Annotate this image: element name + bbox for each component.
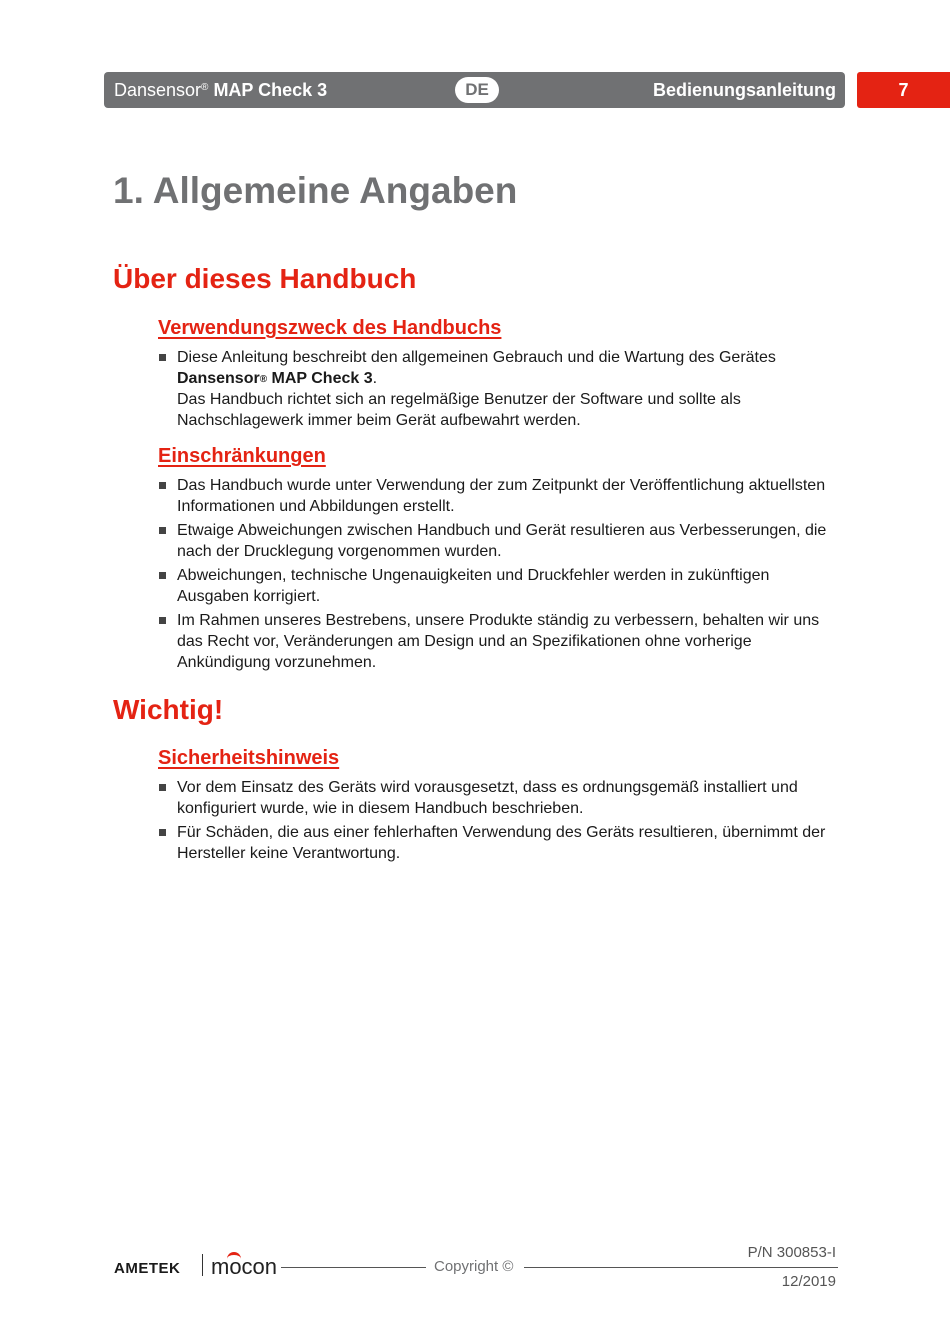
device-brand: Dansensor — [177, 370, 260, 387]
footer-rule-right — [524, 1267, 838, 1268]
bullet-icon — [159, 527, 166, 534]
list-item — [158, 610, 838, 673]
item-text: Für Schäden, die aus einer fehlerhaften Verwendung des Geräts resultieren, übernimmt der Hersteller keine Verantwortung. — [177, 824, 826, 862]
list-verwendungszweck — [158, 347, 838, 434]
list-item — [158, 565, 838, 607]
item-text: Das Handbuch richtet sich an regelmäßige Benutzer der Software und sollte als Nachschlagewerk immer beim Gerät aufbewahrt werden. — [177, 391, 741, 429]
item-text: Etwaige Abweichungen zwischen Handbuch und Gerät resultieren aus Verbesserungen, die nach der Drucklegung vorgenommen wurden. — [177, 522, 827, 560]
list-item — [158, 777, 838, 819]
subsection-title-einschraenkungen: Einschränkungen — [158, 445, 326, 467]
copyright-text: Copyright © — [434, 1258, 514, 1275]
bullet-icon — [159, 617, 166, 624]
item-text: Im Rahmen unseres Bestrebens, unsere Produkte ständig zu verbessern, behalten wir uns das Recht vor, Veränderungen am Design und an Spezifikationen ohne vorherige Ankündigung vorzunehmen. — [177, 612, 820, 671]
list-item — [158, 475, 838, 517]
item-text: Vor dem Einsatz des Geräts wird vorausgesetzt, dass es ordnungsgemäß installiert und konfiguriert wurde, wie in diesem Handbuch beschrieben. — [177, 779, 798, 817]
ametek-logo: AMETEK — [114, 1260, 181, 1277]
mocon-logo — [211, 1254, 277, 1280]
bullet-icon — [159, 482, 166, 489]
item-text: Das Handbuch wurde unter Verwendung der zum Zeitpunkt der Veröffentlichung aktuellsten Informationen und Abbildungen erstellt. — [177, 477, 826, 515]
part-number: P/N 300853-I — [747, 1244, 836, 1261]
list-item — [158, 520, 838, 562]
section-title-handbuch: Über dieses Handbuch — [113, 263, 417, 294]
page-footer — [0, 1240, 950, 1300]
header-product-name — [114, 80, 327, 101]
item-text: Abweichungen, technische Ungenauigkeiten und Druckfehler werden in zukünftigen Ausgaben korrigiert. — [177, 567, 770, 605]
logo-divider — [202, 1254, 203, 1276]
language-badge: DE — [455, 77, 499, 103]
chapter-title: 1. Allgemeine Angaben — [113, 170, 518, 211]
mocon-logo-text: mocon — [211, 1254, 278, 1279]
bullet-icon — [159, 572, 166, 579]
list-item — [158, 822, 838, 864]
subsection-title-sicherheitshinweis: Sicherheitshinweis — [158, 747, 340, 769]
subsection-title-verwendungszweck: Verwendungszweck des Handbuchs — [158, 317, 502, 339]
device-model: MAP Check 3 — [271, 370, 373, 387]
page-header-bar — [104, 72, 845, 108]
bullet-icon — [159, 829, 166, 836]
bullet-icon — [159, 354, 166, 361]
header-reg-mark: ® — [201, 82, 209, 93]
footer-rule-left — [281, 1267, 426, 1268]
mocon-arc-icon — [227, 1252, 241, 1262]
header-document-type: Bedienungsanleitung — [652, 80, 836, 100]
list-einschraenkungen — [158, 475, 838, 676]
device-reg-mark: ® — [259, 374, 268, 385]
bullet-icon — [159, 784, 166, 791]
header-brand: Dansensor — [114, 80, 202, 100]
header-model: MAP Check 3 — [213, 80, 328, 100]
section-title-wichtig: Wichtig! — [113, 694, 224, 725]
list-item: Diese Anleitung beschreibt den allgemeinen Gebrauch und die Wartung des Gerätes Dansensor® MAP Check 3. Das Handbuch richtet sich an regelmäßige Benutzer der Software und sollte als Nachschlagewerk immer beim Gerät aufbewahrt werden. — [158, 347, 838, 431]
list-sicherheitshinweis — [158, 777, 838, 867]
item-text: Diese Anleitung beschreibt den allgemeinen Gebrauch und die Wartung des Gerätes — [177, 349, 776, 366]
footer-date: 12/2019 — [781, 1273, 836, 1290]
page-number: 7 — [857, 72, 950, 108]
